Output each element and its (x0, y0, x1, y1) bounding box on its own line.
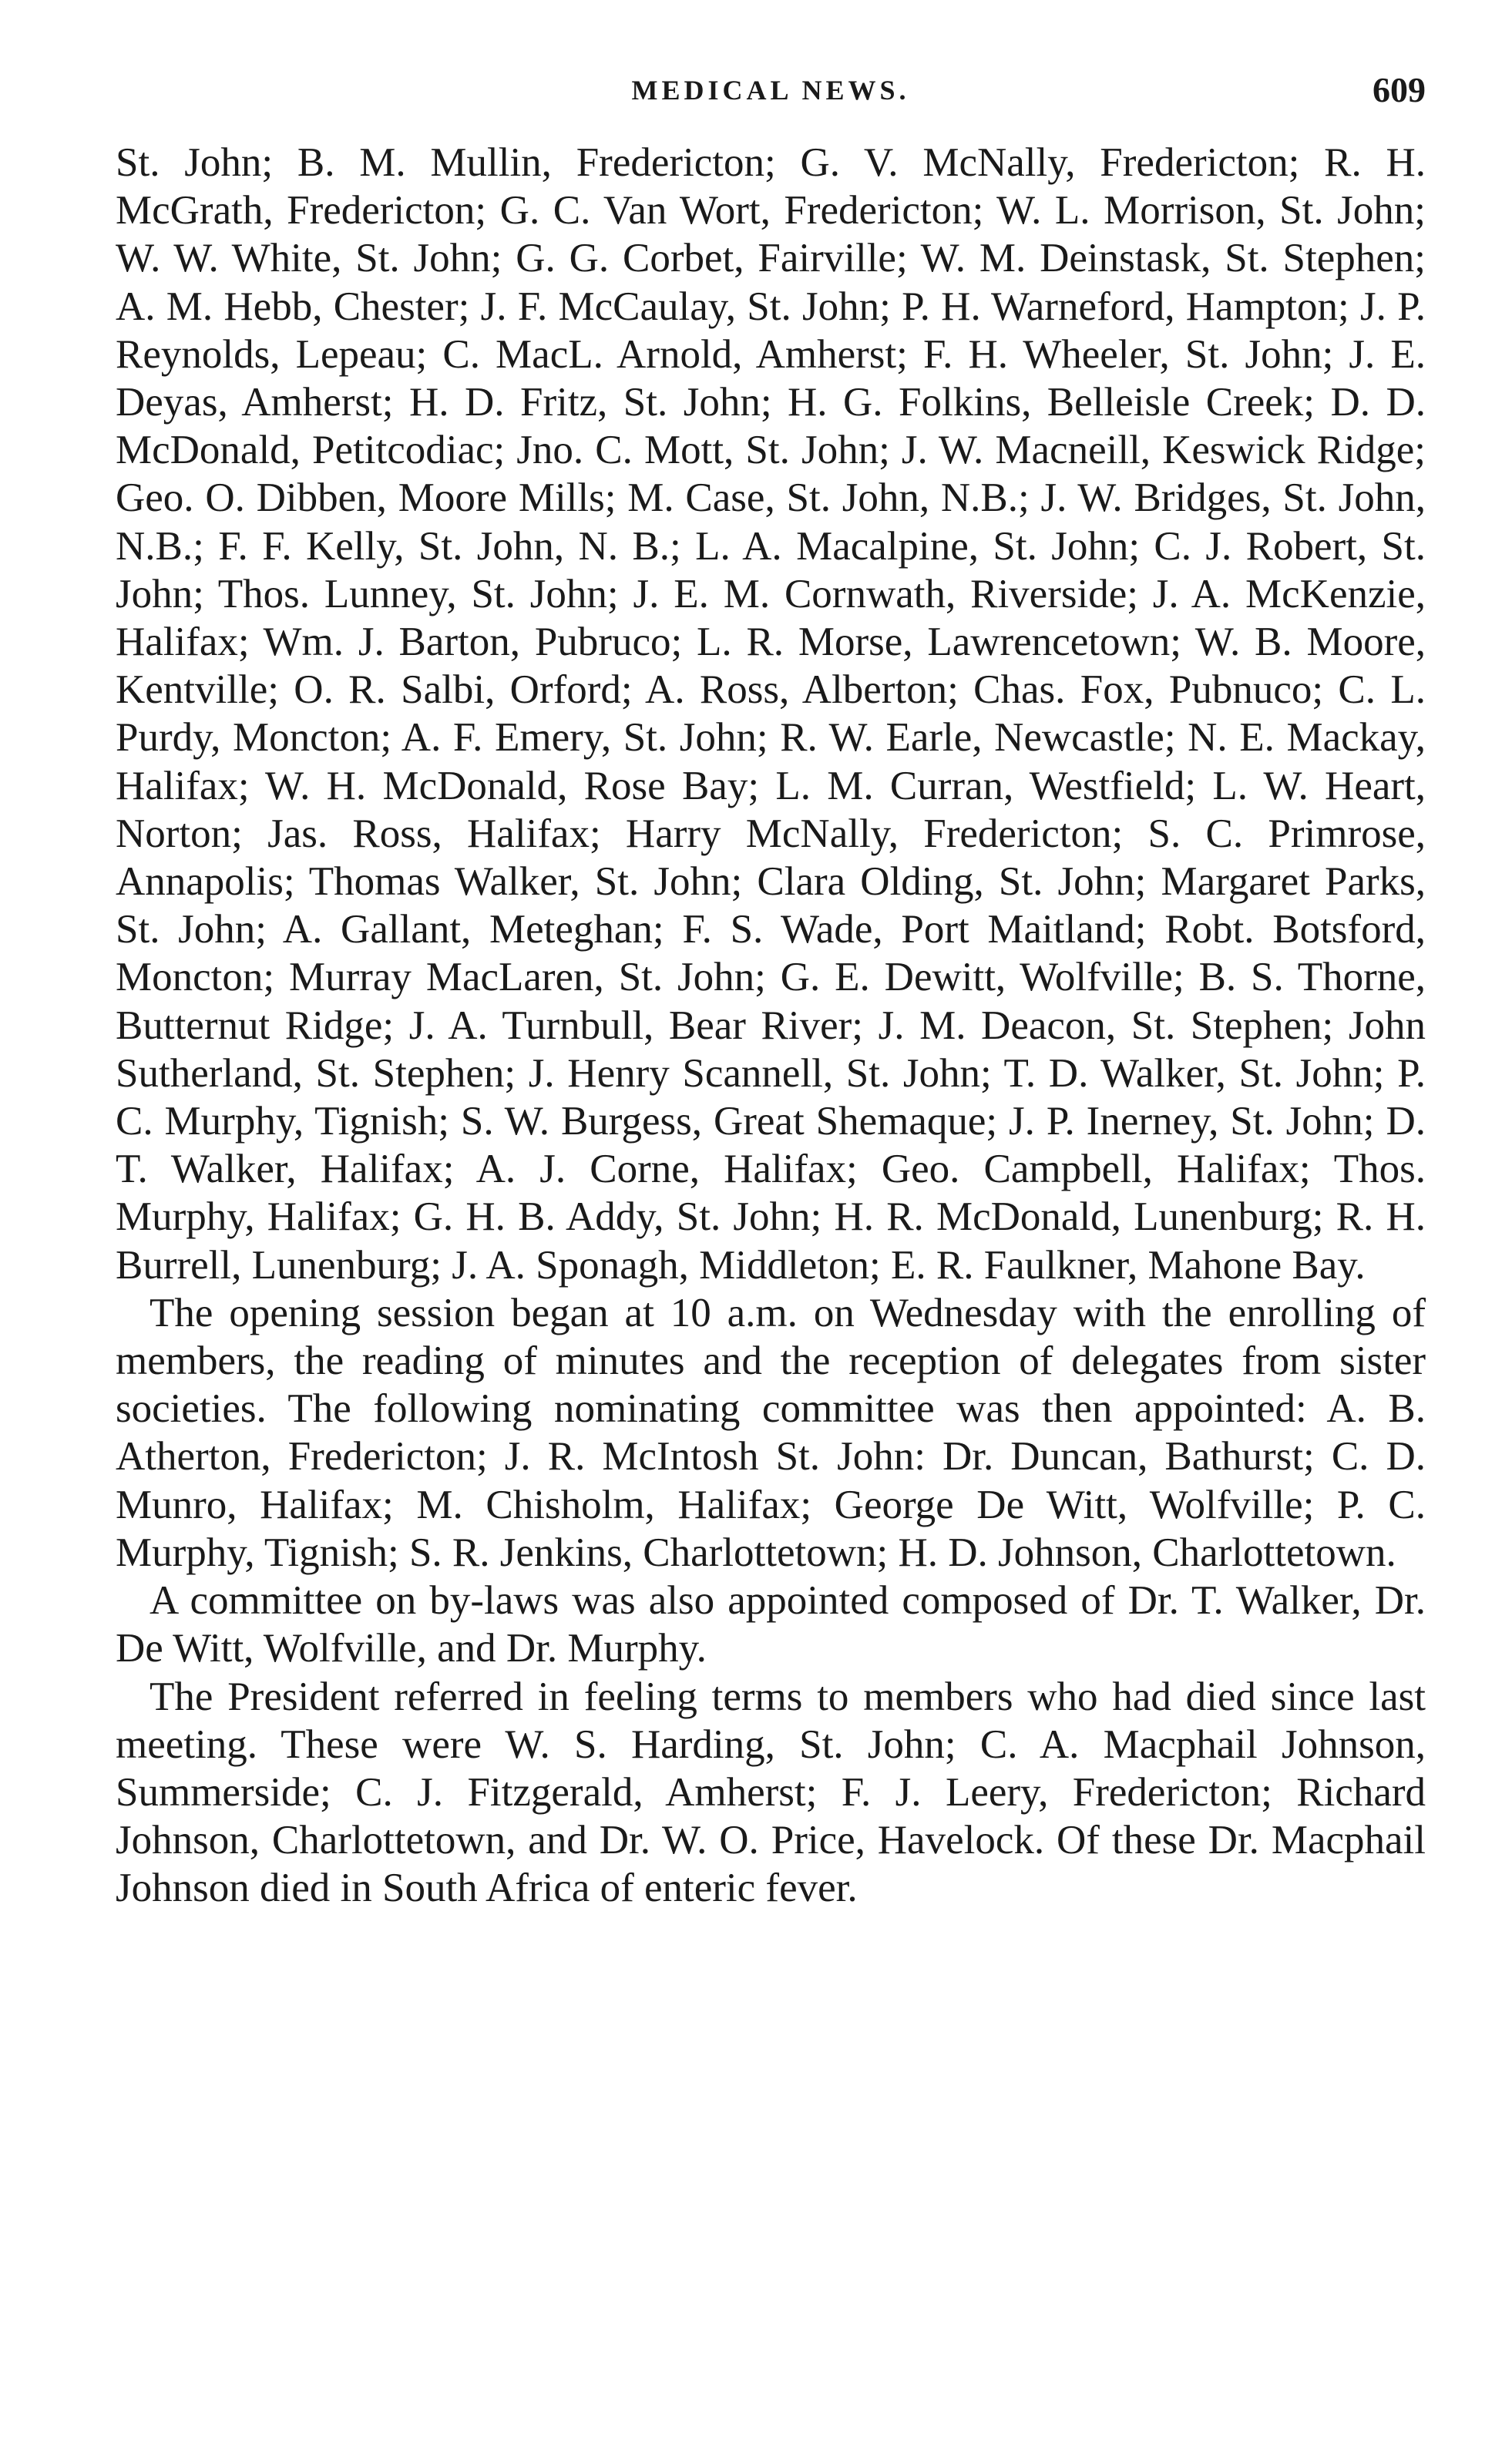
running-header (116, 69, 1426, 139)
obituary-paragraph: The President referred in feeling terms to members who had died since last meeting. These were W. S. Harding, St. John; C. A. Macphail Johnson, Summerside; C. J. Fitzgerald, Amherst; F. J. Leery, Fredericton; Richard Johnson, Charlottetown, and Dr. W. O. Price, Havelock. Of these Dr. Macphail Johnson died in South Africa of enteric fever. (116, 1674, 1426, 1911)
bylaws-committee-paragraph: A committee on by-laws was also appointed composed of Dr. T. Walker, Dr. De Witt, Wolfville, and Dr. Murphy. (116, 1578, 1426, 1671)
page (116, 69, 1426, 1913)
running-title: MEDICAL NEWS. (631, 75, 910, 106)
page-number: 609 (1373, 70, 1426, 109)
opening-session-paragraph: The opening session began at 10 a.m. on Wednesday with the enrolling of members, the reading of minutes and the reception of delegates from sister societies. The following nominating committee was then appointed: A. B. Atherton, Fredericton; J. R. McIntosh St. John: Dr. Duncan, Bathurst; C. D. Munro, Halifax; M. Chisholm, Halifax; George De Witt, Wolfville; P. C. Murphy, Tignish; S. R. Jenkins, Charlottetown; H. D. Johnson, Charlottetown. (116, 1290, 1426, 1575)
member-list-paragraph: St. John; B. M. Mullin, Fredericton; G. V. McNally, Fredericton; R. H. McGrath, Fredericton; G. C. Van Wort, Fredericton; W. L. Morrison, St. John; W. W. White, St. John; G. G. Corbet, Fairville; W. M. Deinstask, St. Stephen; A. M. Hebb, Chester; J. F. McCaulay, St. John; P. H. Warneford, Hampton; J. P. Reynolds, Lepeau; C. MacL. Arnold, Amherst; F. H. Wheeler, St. John; J. E. Deyas, Amherst; H. D. Fritz, St. John; H. G. Folkins, Belleisle Creek; D. D. McDonald, Petitcodiac; Jno. C. Mott, St. John; J. W. Macneill, Keswick Ridge; Geo. O. Dibben, Moore Mills; M. Case, St. John, N.B.; J. W. Bridges, St. John, N.B.; F. F. Kelly, St. John, N. B.; L. A. Macalpine, St. John; C. J. Robert, St. John; Thos. Lunney, St. John; J. E. M. Cornwath, Riverside; J. A. McKenzie, Halifax; Wm. J. Barton, Pubruco; L. R. Morse, Lawrencetown; W. B. Moore, Kentville; O. R. Salbi, Orford; A. Ross, Alberton; Chas. Fox, Pubnuco; C. L. Purdy, Moncton; A. F. Emery, St. John; R. W. Earle, Newcastle; N. E. Mackay, Halifax; W. H. McDonald, Rose Bay; L. M. Curran, Westfield; L. W. Heart, Norton; Jas. Ross, Halifax; Harry McNally, Fredericton; S. C. Primrose, Annapolis; Thomas Walker, St. John; Clara Olding, St. John; Margaret Parks, St. John; A. Gallant, Meteghan; F. S. Wade, Port Maitland; Robt. Botsford, Moncton; Murray MacLaren, St. John; G. E. Dewitt, Wolfville; B. S. Thorne, Butternut Ridge; J. A. Turnbull, Bear River; J. M. Deacon, St. Stephen; John Sutherland, St. Stephen; J. Henry Scannell, St. John; T. D. Walker, St. John; P. C. Murphy, Tignish; S. W. Burgess, Great Shemaque; J. P. Inerney, St. John; D. T. Walker, Halifax; A. J. Corne, Halifax; Geo. Campbell, Halifax; Thos. Murphy, Halifax; G. H. B. Addy, St. John; H. R. McDonald, Lunenburg; R. H. Burrell, Lunenburg; J. A. Sponagh, Middleton; E. R. Faulkner, Mahone Bay. (116, 140, 1426, 1288)
